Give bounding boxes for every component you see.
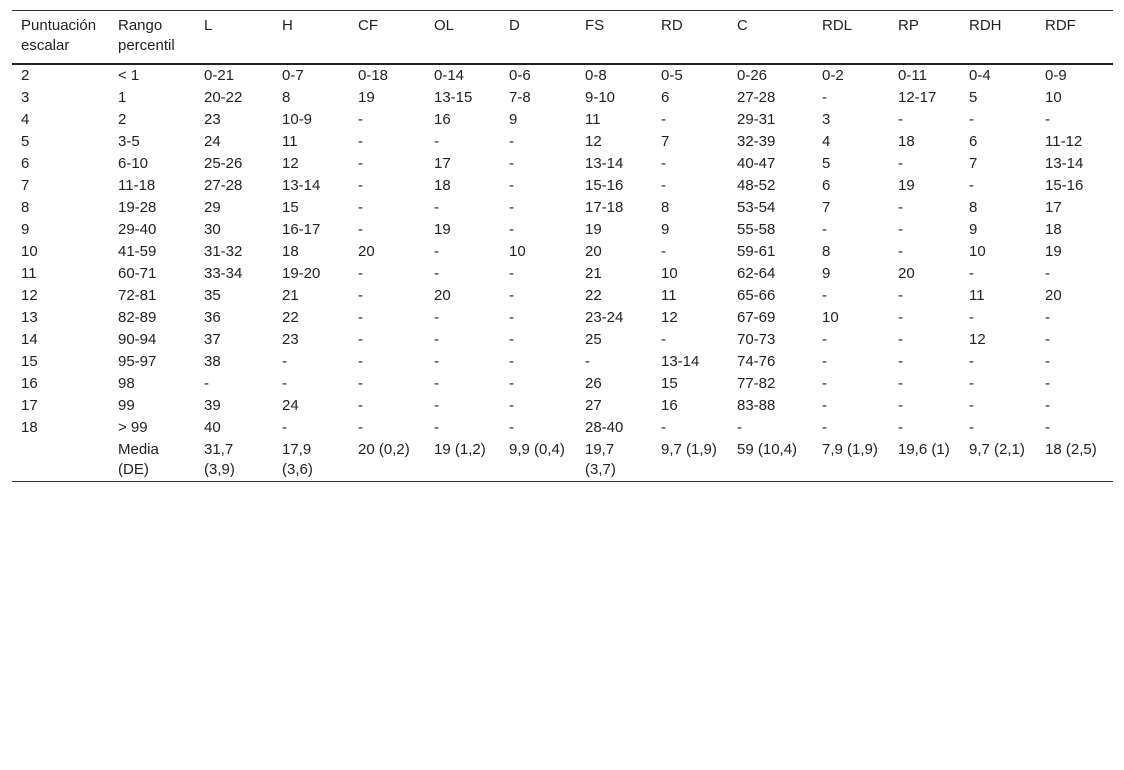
table-cell-ol: 0-14 (434, 67, 465, 84)
table-cell-puntuacion-escalar: 11 (21, 265, 37, 282)
table-cell-c: 55-58 (737, 221, 776, 238)
table-cell-c: 32-39 (737, 133, 776, 150)
table-cell-rdf: - (1045, 353, 1050, 370)
table-cell-c: 59 (10,4) (737, 441, 798, 458)
table-cell-puntuacion-escalar: 3 (21, 89, 30, 106)
table-cell-cf: - (358, 221, 363, 238)
table-cell-fs: 25 (585, 331, 602, 348)
table-cell-rdl: - (822, 89, 827, 106)
table-cell-c: 70-73 (737, 331, 776, 348)
table-cell-rdf: 20 (1045, 287, 1062, 304)
table-cell-d: - (509, 331, 514, 348)
table-cell-rango-percentil: 2 (118, 111, 127, 128)
table-cell-puntuacion-escalar: 14 (21, 331, 38, 348)
table-cell-puntuacion-escalar: 12 (21, 287, 38, 304)
table-cell-ol: - (434, 331, 439, 348)
table-cell-c: 40-47 (737, 155, 776, 172)
table-cell-rango-percentil: 60-71 (118, 265, 157, 282)
table-cell-l: 31-32 (204, 243, 243, 260)
table-cell-rdh: 5 (969, 89, 978, 106)
table-cell-ol: - (434, 375, 439, 392)
table-cell-rd: 0-5 (661, 67, 683, 84)
table-cell-d: - (509, 155, 514, 172)
table-cell-ol: 16 (434, 111, 451, 128)
table-cell-rd: - (661, 177, 666, 194)
summary-row (12, 439, 1113, 482)
table-cell-rdf: - (1045, 111, 1050, 128)
table-cell-l: 27-28 (204, 177, 243, 194)
table-row (12, 395, 1113, 417)
table-cell-rdh: - (969, 419, 974, 436)
table-cell-h: 15 (282, 199, 299, 216)
table-cell-rdh: - (969, 397, 974, 414)
table-cell-rp: 19,6 (1) (898, 441, 950, 458)
table-cell-puntuacion-escalar: 8 (21, 199, 30, 216)
table-cell-c: 0-26 (737, 67, 768, 84)
table-cell-fs: 19 (585, 221, 602, 238)
table-cell-rdf: - (1045, 265, 1050, 282)
table-cell-d: - (509, 375, 514, 392)
table-cell-rp: 0-11 (898, 67, 927, 84)
table-cell-rdf: 11-12 (1045, 133, 1083, 150)
table-cell-fs: 9-10 (585, 89, 616, 106)
column-header-rp: RP (898, 17, 919, 34)
table-cell-ol: - (434, 309, 439, 326)
table-cell-l: 25-26 (204, 155, 243, 172)
table-cell-rdf: - (1045, 419, 1050, 436)
table-cell-puntuacion-escalar: 6 (21, 155, 30, 172)
table-cell-puntuacion-escalar: 13 (21, 309, 38, 326)
table-cell-ol: - (434, 133, 439, 150)
table-cell-fs: 13-14 (585, 155, 624, 172)
table-cell-d: - (509, 419, 514, 436)
table-cell-fs: 17-18 (585, 199, 624, 216)
table-cell-rp: - (898, 397, 903, 414)
table-cell-rd: - (661, 331, 666, 348)
table-cell-rdl: 4 (822, 133, 831, 150)
table-cell-cf: - (358, 375, 363, 392)
table-cell-rp: - (898, 331, 903, 348)
table-cell-rdh: - (969, 309, 974, 326)
table-cell-puntuacion-escalar: 5 (21, 133, 30, 150)
table-cell-rdh: 12 (969, 331, 986, 348)
table-row (12, 329, 1113, 351)
table-cell-cf: 0-18 (358, 67, 389, 84)
table-cell-puntuacion-escalar (12, 439, 109, 482)
table-cell-d: 10 (509, 243, 526, 260)
table-cell-rango-percentil: 90-94 (118, 331, 157, 348)
table-cell-rango-percentil: 11-18 (118, 177, 156, 194)
table-cell-cf: - (358, 155, 363, 172)
table-cell-rdf: 15-16 (1045, 177, 1084, 194)
table-cell-rdl: 5 (822, 155, 831, 172)
column-header-cf: CF (358, 17, 378, 34)
table-cell-l: 35 (204, 287, 221, 304)
table-cell-cf: 20 (0,2) (358, 441, 410, 458)
table-row (12, 175, 1113, 197)
table-row (12, 417, 1113, 439)
table-header (12, 11, 1113, 65)
table-cell-rdf: 17 (1045, 199, 1062, 216)
table-row (12, 285, 1113, 307)
table-cell-d: 9,9 (0,4) (509, 441, 565, 458)
normative-scores-table (12, 10, 1113, 482)
table-cell-h: 16-17 (282, 221, 321, 238)
table-cell-rd: 6 (661, 89, 670, 106)
table-cell-rd: - (661, 155, 666, 172)
table-cell-fs: 26 (585, 375, 602, 392)
table-cell-puntuacion-escalar: 15 (21, 353, 38, 370)
column-header-rdh: RDH (969, 17, 1002, 34)
table-cell-rango-percentil: 99 (118, 397, 135, 414)
table-cell-h: - (282, 353, 287, 370)
table-cell-c: 29-31 (737, 111, 776, 128)
table-cell-cf: - (358, 353, 363, 370)
table-cell-rango-percentil: Media (DE) (118, 441, 159, 478)
table-cell-d: 9 (509, 111, 518, 128)
table-cell-fs: 27 (585, 397, 602, 414)
table-cell-rdl: 8 (822, 243, 831, 260)
table-cell-rp: 20 (898, 265, 915, 282)
table-cell-rp: - (898, 287, 903, 304)
table-cell-ol: 18 (434, 177, 451, 194)
table-cell-cf: 19 (358, 89, 375, 106)
table-cell-fs: - (585, 353, 590, 370)
table-cell-cf: - (358, 133, 363, 150)
table-cell-l: 39 (204, 397, 221, 414)
table-cell-l: 23 (204, 111, 221, 128)
table-cell-h: 22 (282, 309, 299, 326)
table-cell-rp: - (898, 155, 903, 172)
table-cell-rdh: 7 (969, 155, 978, 172)
table-cell-rp: 19 (898, 177, 915, 194)
table-cell-fs: 19,7 (3,7) (585, 441, 616, 478)
table-cell-h: 8 (282, 89, 291, 106)
table-cell-l: 38 (204, 353, 221, 370)
table-cell-rp: - (898, 221, 903, 238)
table-cell-cf: - (358, 287, 363, 304)
table-row (12, 307, 1113, 329)
table-cell-rp: - (898, 353, 903, 370)
table-cell-rdl: 7,9 (1,9) (822, 441, 878, 458)
table-cell-ol: - (434, 265, 439, 282)
table-cell-rd: - (661, 419, 666, 436)
table-cell-puntuacion-escalar: 2 (21, 67, 30, 84)
table-cell-rdh: - (969, 265, 974, 282)
table-cell-rdh: 10 (969, 243, 986, 260)
table-row (12, 219, 1113, 241)
table-cell-rango-percentil: 1 (118, 89, 127, 106)
table-cell-ol: - (434, 243, 439, 260)
table-cell-h: - (282, 419, 287, 436)
column-header-rdf: RDF (1045, 17, 1076, 34)
table-cell-ol: - (434, 397, 439, 414)
table-cell-l: 29 (204, 199, 221, 216)
table-cell-d: - (509, 265, 514, 282)
table-cell-rdh: - (969, 375, 974, 392)
header-row (12, 11, 1113, 65)
table-cell-rdh: 6 (969, 133, 978, 150)
table-cell-cf: - (358, 177, 363, 194)
table-cell-l: 24 (204, 133, 221, 150)
table-cell-rdl: 9 (822, 265, 831, 282)
table-cell-rdl: - (822, 375, 827, 392)
table-cell-rdh: 0-4 (969, 67, 991, 84)
table-cell-rdl: - (822, 353, 827, 370)
table-cell-rd: 15 (661, 375, 678, 392)
table-cell-c: 67-69 (737, 309, 776, 326)
column-header-rango-percentil: Rango percentil (118, 17, 175, 54)
table-cell-l: 33-34 (204, 265, 243, 282)
table-row (12, 263, 1113, 285)
table-row (12, 87, 1113, 109)
table-cell-rd: 9,7 (1,9) (661, 441, 717, 458)
table-cell-ol: - (434, 353, 439, 370)
table-cell-h: 21 (282, 287, 299, 304)
table-row (12, 197, 1113, 219)
table-cell-rdl: - (822, 331, 827, 348)
table-cell-c: 83-88 (737, 397, 776, 414)
table-cell-rdh: 11 (969, 287, 985, 304)
table-cell-rd: 8 (661, 199, 670, 216)
table-cell-d: - (509, 287, 514, 304)
table-cell-rdl: 7 (822, 199, 831, 216)
table-cell-rp: 18 (898, 133, 915, 150)
table-cell-rdh: - (969, 111, 974, 128)
table-cell-ol: 20 (434, 287, 451, 304)
table-cell-cf: - (358, 419, 363, 436)
table-cell-rdl: - (822, 397, 827, 414)
table-cell-cf: - (358, 331, 363, 348)
table-cell-rd: 10 (661, 265, 678, 282)
table-cell-h: 11 (282, 133, 298, 150)
table-cell-puntuacion-escalar: 18 (21, 419, 38, 436)
table-cell-d: - (509, 221, 514, 238)
table-body (12, 64, 1113, 482)
table-cell-rdf: - (1045, 397, 1050, 414)
table-cell-d: - (509, 353, 514, 370)
table-cell-fs: 12 (585, 133, 602, 150)
table-cell-rdf: 0-9 (1045, 67, 1067, 84)
table-cell-cf: - (358, 199, 363, 216)
table-cell-c: 53-54 (737, 199, 776, 216)
table-cell-rdl: - (822, 221, 827, 238)
table-cell-rd: 13-14 (661, 353, 700, 370)
table-cell-rango-percentil: > 99 (118, 419, 148, 436)
table-row (12, 64, 1113, 87)
table-cell-rp: - (898, 309, 903, 326)
table-cell-l: 40 (204, 419, 221, 436)
table-cell-rango-percentil: 6-10 (118, 155, 149, 172)
table-cell-puntuacion-escalar: 10 (21, 243, 38, 260)
table-row (12, 373, 1113, 395)
table-cell-h: 23 (282, 331, 299, 348)
table-cell-d: - (509, 309, 514, 326)
table-cell-fs: 20 (585, 243, 602, 260)
table-cell-rdf: - (1045, 331, 1050, 348)
table-cell-l: 0-21 (204, 67, 235, 84)
table-cell-rango-percentil: 72-81 (118, 287, 157, 304)
table-cell-ol: 17 (434, 155, 451, 172)
table-row (12, 131, 1113, 153)
column-header-l: L (204, 17, 213, 34)
table-cell-puntuacion-escalar: 16 (21, 375, 38, 392)
table-cell-fs: 11 (585, 111, 601, 128)
table-cell-l: - (204, 375, 209, 392)
table-cell-rd: 7 (661, 133, 670, 150)
table-cell-rdf: 18 (2,5) (1045, 441, 1097, 458)
table-cell-fs: 28-40 (585, 419, 624, 436)
table-cell-rdh: - (969, 177, 974, 194)
table-cell-c: 65-66 (737, 287, 776, 304)
table-cell-c: 27-28 (737, 89, 776, 106)
table-cell-d: - (509, 133, 514, 150)
table-cell-rango-percentil: 95-97 (118, 353, 157, 370)
table-cell-rd: 9 (661, 221, 670, 238)
table-cell-rd: - (661, 243, 666, 260)
table-cell-h: 12 (282, 155, 299, 172)
table-cell-rdl: 0-2 (822, 67, 844, 84)
table-cell-rdh: 8 (969, 199, 978, 216)
table-cell-rp: - (898, 419, 903, 436)
table-cell-rdf: - (1045, 309, 1050, 326)
table-cell-cf: - (358, 111, 363, 128)
table-cell-l: 30 (204, 221, 221, 238)
table-cell-rd: - (661, 111, 666, 128)
table-cell-ol: 13-15 (434, 89, 473, 106)
table-row (12, 241, 1113, 263)
table-cell-rp: - (898, 243, 903, 260)
table-cell-rdl: 10 (822, 309, 839, 326)
table-cell-rango-percentil: 82-89 (118, 309, 157, 326)
table-cell-fs: 22 (585, 287, 602, 304)
table-cell-rp: - (898, 111, 903, 128)
table-cell-h: 18 (282, 243, 299, 260)
table-cell-h: 24 (282, 397, 299, 414)
table-cell-rdf: - (1045, 375, 1050, 392)
column-header-rdl: RDL (822, 17, 853, 34)
table-cell-ol: - (434, 419, 439, 436)
table-row (12, 153, 1113, 175)
table-row (12, 351, 1113, 373)
table-cell-rdh: 9,7 (2,1) (969, 441, 1025, 458)
table-cell-rdf: 13-14 (1045, 155, 1084, 172)
table-cell-rango-percentil: 98 (118, 375, 135, 392)
column-header-c: C (737, 17, 748, 34)
table-cell-rdl: - (822, 287, 827, 304)
table-cell-d: - (509, 177, 514, 194)
table-cell-cf: 20 (358, 243, 375, 260)
table-cell-rdf: 19 (1045, 243, 1062, 260)
table-row (12, 109, 1113, 131)
table-cell-rp: 12-17 (898, 89, 937, 106)
table-cell-h: 10-9 (282, 111, 313, 128)
table-cell-d: - (509, 397, 514, 414)
table-cell-cf: - (358, 265, 363, 282)
table-cell-puntuacion-escalar: 4 (21, 111, 30, 128)
table-cell-l: 20-22 (204, 89, 243, 106)
table-cell-h: 17,9 (3,6) (282, 441, 313, 478)
table-cell-h: 19-20 (282, 265, 321, 282)
table-cell-fs: 15-16 (585, 177, 624, 194)
table-cell-ol: - (434, 199, 439, 216)
table-cell-rdl: 6 (822, 177, 831, 194)
table-cell-d: 0-6 (509, 67, 531, 84)
column-header-rd: RD (661, 17, 683, 34)
table-cell-rdf: 10 (1045, 89, 1062, 106)
table-cell-h: 13-14 (282, 177, 321, 194)
table-cell-rango-percentil: 3-5 (118, 133, 140, 150)
table-cell-c: 48-52 (737, 177, 776, 194)
table-cell-rango-percentil: 19-28 (118, 199, 157, 216)
table-cell-rdl: 3 (822, 111, 831, 128)
column-header-fs: FS (585, 17, 605, 34)
table-cell-h: 0-7 (282, 67, 304, 84)
table-cell-c: 77-82 (737, 375, 776, 392)
table-cell-d: - (509, 199, 514, 216)
table-cell-ol: 19 (1,2) (434, 441, 486, 458)
table-cell-d: 7-8 (509, 89, 531, 106)
table-cell-c: 59-61 (737, 243, 776, 260)
table-cell-l: 37 (204, 331, 221, 348)
table-cell-puntuacion-escalar: 7 (21, 177, 30, 194)
table-cell-c: 74-76 (737, 353, 776, 370)
table-cell-fs: 0-8 (585, 67, 607, 84)
table-cell-l: 36 (204, 309, 221, 326)
table-cell-c: - (737, 419, 742, 436)
table-cell-rd: 12 (661, 309, 678, 326)
column-header-puntuacion-escalar: Puntuación escalar (21, 17, 97, 54)
table-cell-rdh: - (969, 353, 974, 370)
table-cell-puntuacion-escalar: 17 (21, 397, 38, 414)
table-cell-rdh: 9 (969, 221, 978, 238)
table-cell-rdf: 18 (1045, 221, 1062, 238)
column-header-h: H (282, 17, 293, 34)
table-cell-rp: - (898, 199, 903, 216)
column-header-ol: OL (434, 17, 455, 34)
table-cell-rango-percentil: 41-59 (118, 243, 157, 260)
table-cell-cf: - (358, 309, 363, 326)
table-cell-rp: - (898, 375, 903, 392)
table-cell-c: 62-64 (737, 265, 776, 282)
table-cell-ol: 19 (434, 221, 451, 238)
table-cell-l: 31,7 (3,9) (204, 441, 235, 478)
table-cell-fs: 21 (585, 265, 602, 282)
column-header-d: D (509, 17, 520, 34)
table-cell-cf: - (358, 397, 363, 414)
table-cell-rdl: - (822, 419, 827, 436)
table-cell-h: - (282, 375, 287, 392)
table-cell-puntuacion-escalar: 9 (21, 221, 30, 238)
table-cell-rango-percentil: 29-40 (118, 221, 157, 238)
table-cell-rd: 16 (661, 397, 678, 414)
table-cell-rango-percentil: < 1 (118, 67, 140, 84)
table-cell-rd: 11 (661, 287, 677, 304)
table-cell-fs: 23-24 (585, 309, 624, 326)
